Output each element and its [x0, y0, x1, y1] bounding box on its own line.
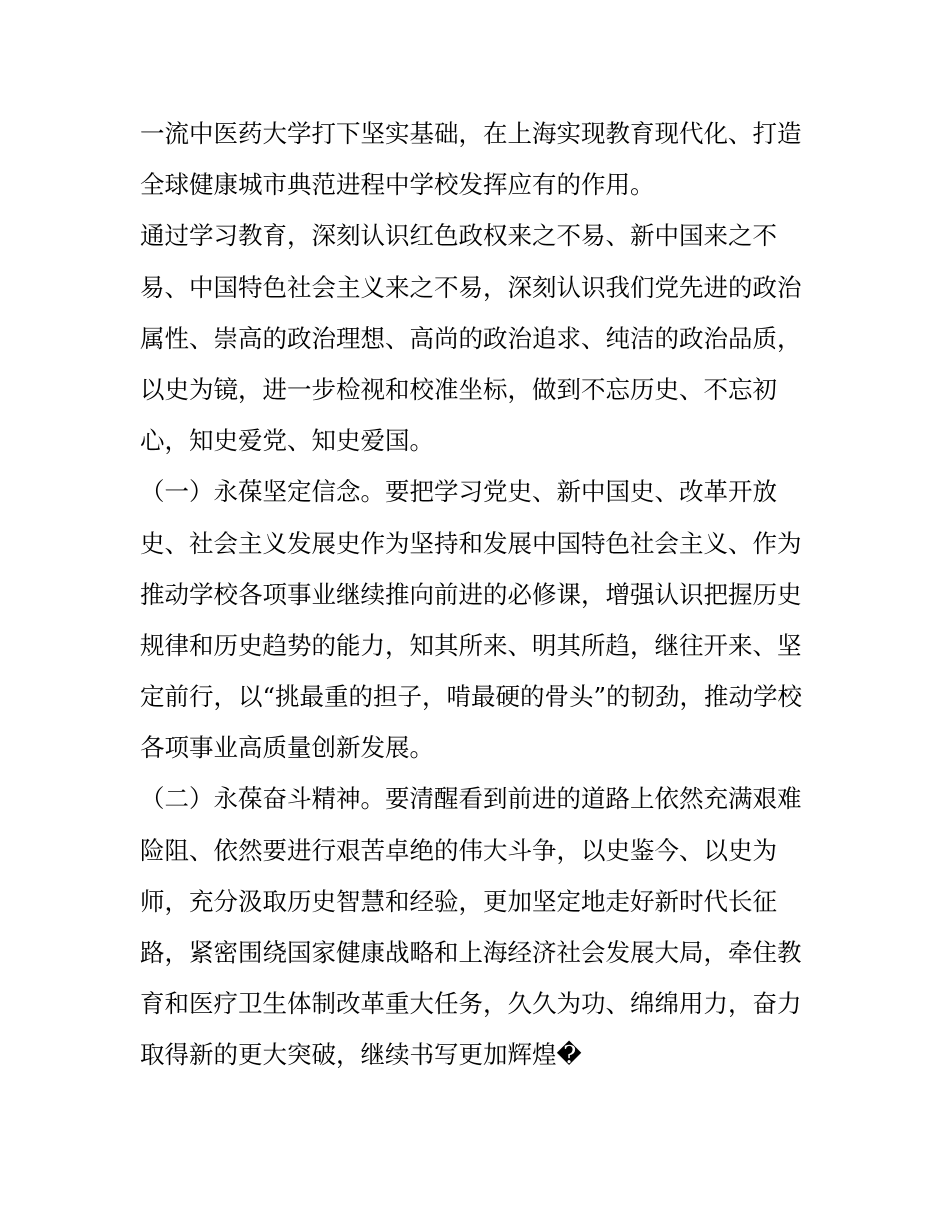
text-line: 一流中医药大学打下坚实基础，在上海实现教育现代化、打造 — [140, 119, 802, 148]
text-line: 以史为镜，进一步检视和校准坐标，做到不忘历史、不忘初 — [140, 374, 777, 404]
text-line: （二）永葆奋斗精神。要清醒看到前进的道路上依然充满艰难 — [140, 784, 802, 814]
text-line: 史、社会主义发展史作为坚持和发展中国特色社会主义、作为 — [140, 528, 802, 558]
text-line: 各项事业高质量创新发展。 — [140, 733, 434, 763]
text-line: 推动学校各项事业继续推向前进的必修课，增强认识把握历史 — [140, 579, 802, 609]
text-line: 全球健康城市典范进程中学校发挥应有的作用。 — [140, 170, 655, 200]
text-line: 心，知史爱党、知史爱国。 — [140, 426, 434, 456]
text-line: 育和医疗卫生体制改革重大任务，久久为功、绵绵用力，奋力 — [140, 989, 802, 1019]
text-line: 路，紧密围绕国家健康战略和上海经济社会发展大局，牵住教 — [140, 938, 802, 967]
text-line: （一）永葆坚定信念。要把学习党史、新中国史、改革开放 — [140, 477, 777, 507]
text-line: 定前行，以“挑最重的担子，啃最硬的骨头”的韧劲，推动学校 — [140, 682, 803, 712]
text-line: 通过学习教育，深刻认识红色政权来之不易、新中国来之不 — [140, 221, 777, 251]
text-line: 规律和历史趋势的能力，知其所来、明其所趋，继往开来、坚 — [140, 630, 802, 660]
body-text — [140, 108, 820, 1081]
text-line: 险阻、依然要进行艰苦卓绝的伟大斗争，以史鉴今、以史为 — [140, 835, 777, 865]
text-line: 师，充分汲取历史智慧和经验，更加坚定地走好新时代长征 — [140, 886, 777, 916]
text-line: 属性、崇高的政治理想、高尚的政治追求、纯洁的政治品质， — [140, 323, 802, 353]
text-line: 易、中国特色社会主义来之不易，深刻认识我们党先进的政治 — [140, 272, 802, 302]
text-line: 取得新的更大突破，继续书写更加辉煌� — [140, 1040, 582, 1070]
